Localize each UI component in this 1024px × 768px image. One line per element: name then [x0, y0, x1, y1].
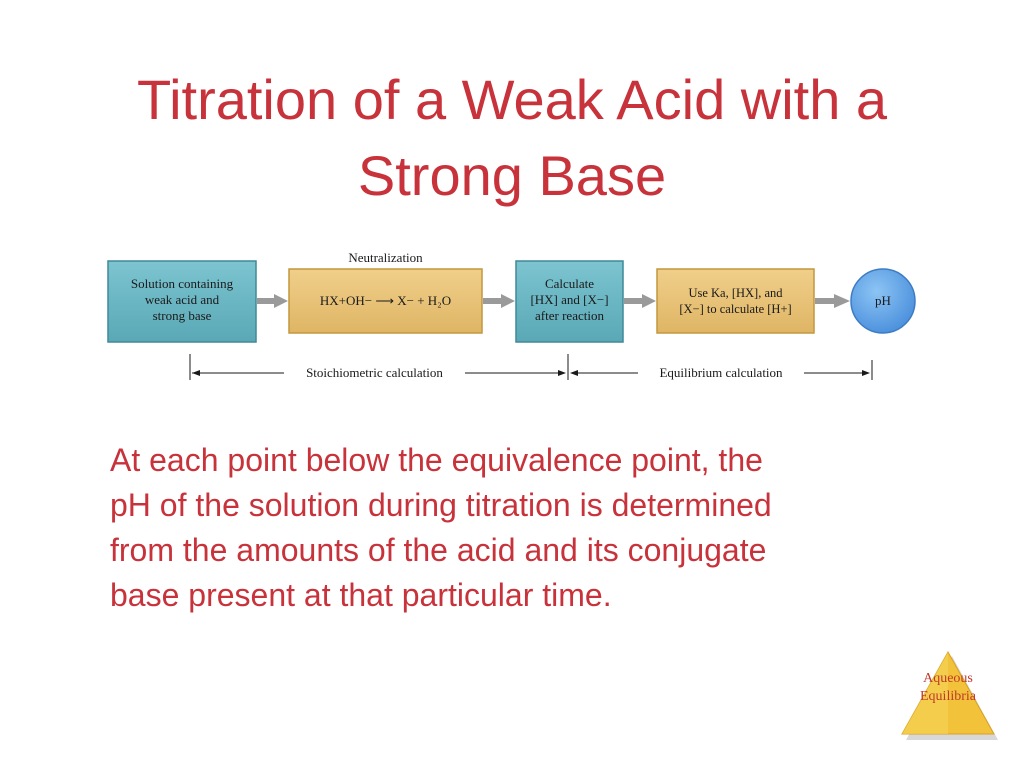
ph-label: pH [875, 293, 891, 308]
equilibrium-label: Equilibrium calculation [659, 365, 783, 380]
body-line-1: At each point below the equivalence point, the [110, 442, 763, 478]
stoichiometric-label: Stoichiometric calculation [306, 365, 443, 380]
titration-flow-diagram [100, 240, 930, 390]
slide-title-line-1: Titration of a Weak Acid with a [136, 68, 888, 131]
slide-title [0, 62, 1024, 214]
body-paragraph [110, 438, 950, 618]
box-solution-line-3: strong base [152, 308, 212, 323]
slide-title-line-2: Strong Base [357, 144, 667, 207]
box-solution-line-2: weak acid and [144, 292, 220, 307]
badge-line-2: Equilibria [920, 689, 976, 704]
badge-label [896, 670, 1000, 706]
box-calculate-line-3: after reaction [535, 308, 604, 323]
box-solution-text [108, 276, 256, 324]
box-use-ka-line-2: [X−] to calculate [H+] [679, 302, 792, 316]
box-calculate-line-2: [HX] and [X−] [530, 292, 609, 307]
badge-line-1: Aqueous [923, 671, 973, 686]
box-solution-line-1: Solution containing [130, 276, 234, 291]
box-use-ka-line-1: Use Ka, [HX], and [688, 286, 783, 300]
box-use-ka-text [657, 285, 814, 317]
body-line-4: base present at that particular time. [110, 577, 612, 613]
neutralization-label: Neutralization [348, 250, 423, 265]
box-calculate-line-1: Calculate [544, 276, 595, 291]
chapter-badge [896, 648, 1000, 744]
body-line-2: pH of the solution during titration is determined [110, 487, 772, 523]
reaction-equation: HX+OH− ⟶ X− + H₂O [319, 293, 452, 308]
body-line-3: from the amounts of the acid and its conjugate [110, 532, 767, 568]
box-calculate-text [516, 276, 623, 324]
